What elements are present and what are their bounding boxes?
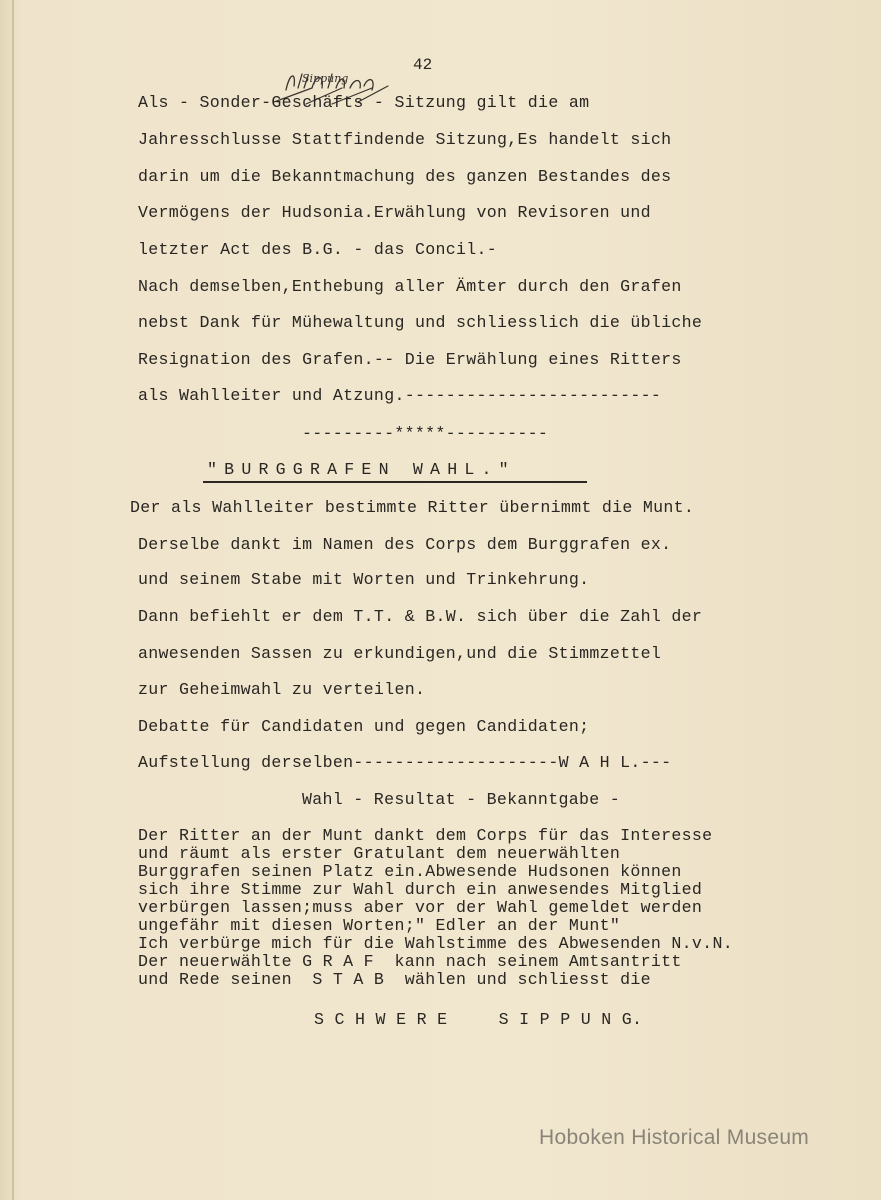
text-line: als Wahlleiter und Atzung.------------------------- bbox=[138, 386, 662, 405]
text-line: Dann befiehlt er dem T.T. & B.W. sich über die Zahl der bbox=[138, 607, 703, 626]
page-number: 42 bbox=[413, 56, 433, 74]
text-line: und Rede seinen S T A B wählen und schliesst die bbox=[138, 970, 651, 989]
text-line: Derselbe dankt im Namen des Corps dem Burggrafen ex. bbox=[138, 535, 672, 554]
text-line: Der Ritter an der Munt dankt dem Corps für das Interesse bbox=[138, 826, 713, 845]
text-line: Aufstellung derselben--------------------W A H L.--- bbox=[138, 753, 672, 772]
handwritten-insert-text: Sippung bbox=[302, 72, 349, 85]
closing-line: S C H W E R E S I P P U N G. bbox=[314, 1010, 643, 1029]
text-line: letzter Act des B.G. - das Concil.- bbox=[138, 240, 498, 259]
text-line: nebst Dank für Mühewaltung und schliesslich die übliche bbox=[138, 313, 703, 332]
text-line: zur Geheimwahl zu verteilen. bbox=[138, 680, 426, 699]
text-line: ungefähr mit diesen Worten;" Edler an der Munt" bbox=[138, 916, 621, 935]
text-line: verbürgen lassen;muss aber vor der Wahl gemeldet werden bbox=[138, 898, 703, 917]
text-line: Jahresschlusse Stattfindende Sitzung,Es handelt sich bbox=[138, 130, 672, 149]
watermark: Hoboken Historical Museum bbox=[539, 1126, 810, 1149]
text-line: und seinem Stabe mit Worten und Trinkehrung. bbox=[138, 570, 590, 589]
text-line: Als - Sonder-Geschäfts - Sitzung gilt die am bbox=[138, 93, 590, 112]
text-line: sich ihre Stimme zur Wahl durch ein anwesendes Mitglied bbox=[138, 880, 703, 899]
text-line: Burggrafen seinen Platz ein.Abwesende Hudsonen können bbox=[138, 862, 682, 881]
text-line: Ich verbürge mich für die Wahlstimme des Abwesenden N.v.N. bbox=[138, 934, 733, 953]
text-line: Der neuerwählte G R A F kann nach seinem Amtsantritt bbox=[138, 952, 682, 971]
separator-line: ---------*****---------- bbox=[302, 424, 549, 443]
section-title: "BURGGRAFEN WAHL." bbox=[207, 460, 516, 479]
text-line: Vermögens der Hudsonia.Erwählung von Revisoren und bbox=[138, 203, 651, 222]
text-line: Debatte für Candidaten und gegen Candidaten; bbox=[138, 717, 590, 736]
text-line: Nach demselben,Enthebung aller Ämter durch den Grafen bbox=[138, 277, 682, 296]
page-edge bbox=[12, 0, 14, 1200]
text-line: Der als Wahlleiter bestimmte Ritter übernimmt die Munt. bbox=[130, 498, 695, 517]
text-line: Resignation des Grafen.-- Die Erwählung eines Ritters bbox=[138, 350, 682, 369]
title-underline bbox=[203, 481, 587, 483]
text-line: darin um die Bekanntmachung des ganzen Bestandes des bbox=[138, 167, 672, 186]
text-line: anwesenden Sassen zu erkundigen,und die Stimmzettel bbox=[138, 644, 662, 663]
result-line: Wahl - Resultat - Bekanntgabe - bbox=[302, 790, 620, 809]
text-line: und räumt als erster Gratulant dem neuerwählten bbox=[138, 844, 621, 863]
